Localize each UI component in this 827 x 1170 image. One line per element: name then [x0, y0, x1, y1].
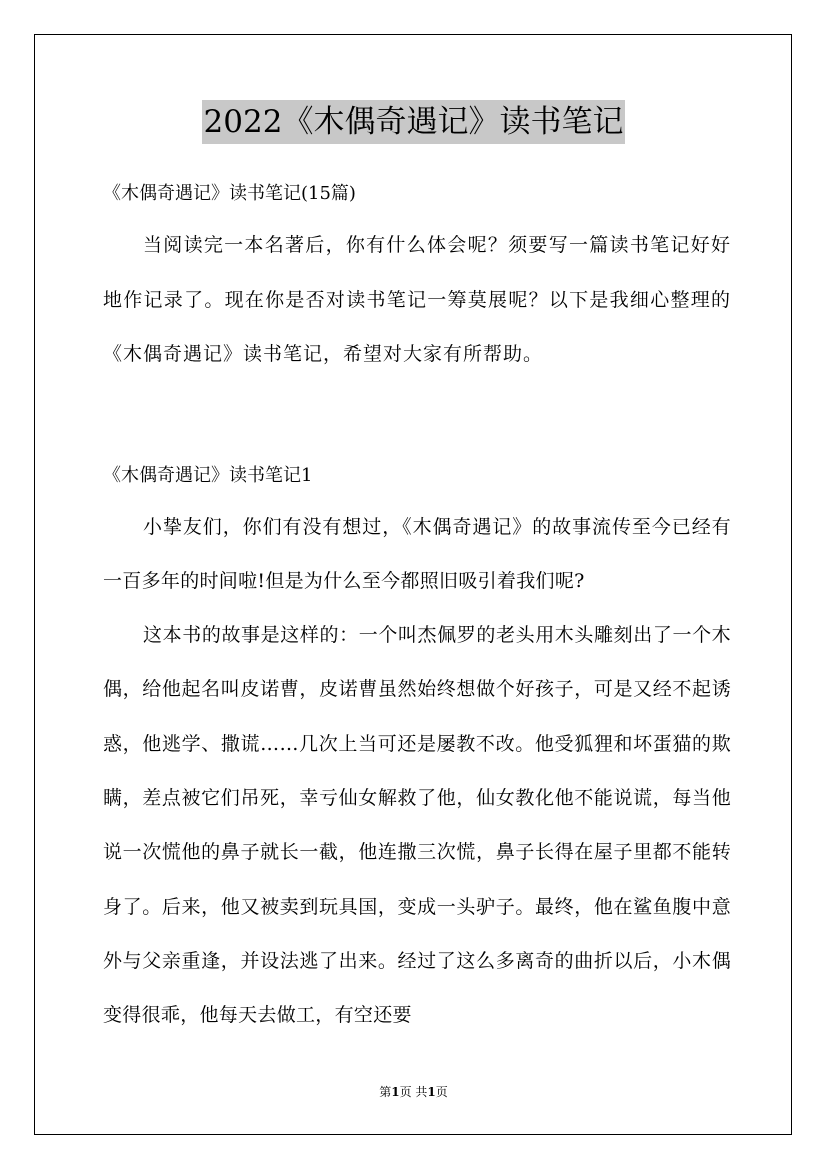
page-footer	[0, 1084, 827, 1100]
title-container	[0, 100, 827, 144]
document-body	[103, 170, 731, 1042]
section-heading: 《木偶奇遇记》读书笔记1	[103, 464, 313, 486]
page-label-mid: 页 共	[399, 1085, 428, 1099]
body-paragraph: 这本书的故事是这样的：一个叫杰佩罗的老头用木头雕刻出了一个木偶，给他起名叫皮诺曹，皮诺曹虽然始终想做个好孩子，可是又经不起诱惑，他逃学、撒谎……几次上当可还是屡教不改。他受狐狸和坏蛋猫的欺瞒，差点被它们吊死，幸亏仙女解救了他，仙女教化他不能说谎，每当他说一次慌他的鼻子就长一截，他连撒三次慌，鼻子长得在屋子里都不能转身了。后来，他又被卖到玩具国，变成一头驴子。最终，他在鲨鱼腹中意外与父亲重逢，并设法逃了出来。经过了这么多离奇的曲折以后，小木偶变得很乖，他每天去做工，有空还要	[103, 624, 731, 1027]
page-total: 1	[427, 1085, 436, 1099]
document-title: 2022《木偶奇遇记》读书笔记	[202, 100, 626, 144]
intro-paragraph: 当阅读完一本名著后，你有什么体会呢？须要写一篇读书笔记好好地作记录了。现在你是否对读书笔记一筹莫展呢？以下是我细心整理的《木偶奇遇记》读书笔记，希望对大家有所帮助。	[103, 234, 731, 365]
page-label-prefix: 第	[379, 1085, 392, 1099]
page-current: 1	[391, 1085, 400, 1099]
document-subtitle: 《木偶奇遇记》读书笔记(15篇)	[103, 183, 356, 204]
body-paragraph: 小挚友们，你们有没有想过，《木偶奇遇记》的故事流传至今已经有一百多年的时间啦!但是为什么至今都照旧吸引着我们呢?	[103, 515, 731, 592]
page-label-suffix: 页	[435, 1085, 448, 1099]
